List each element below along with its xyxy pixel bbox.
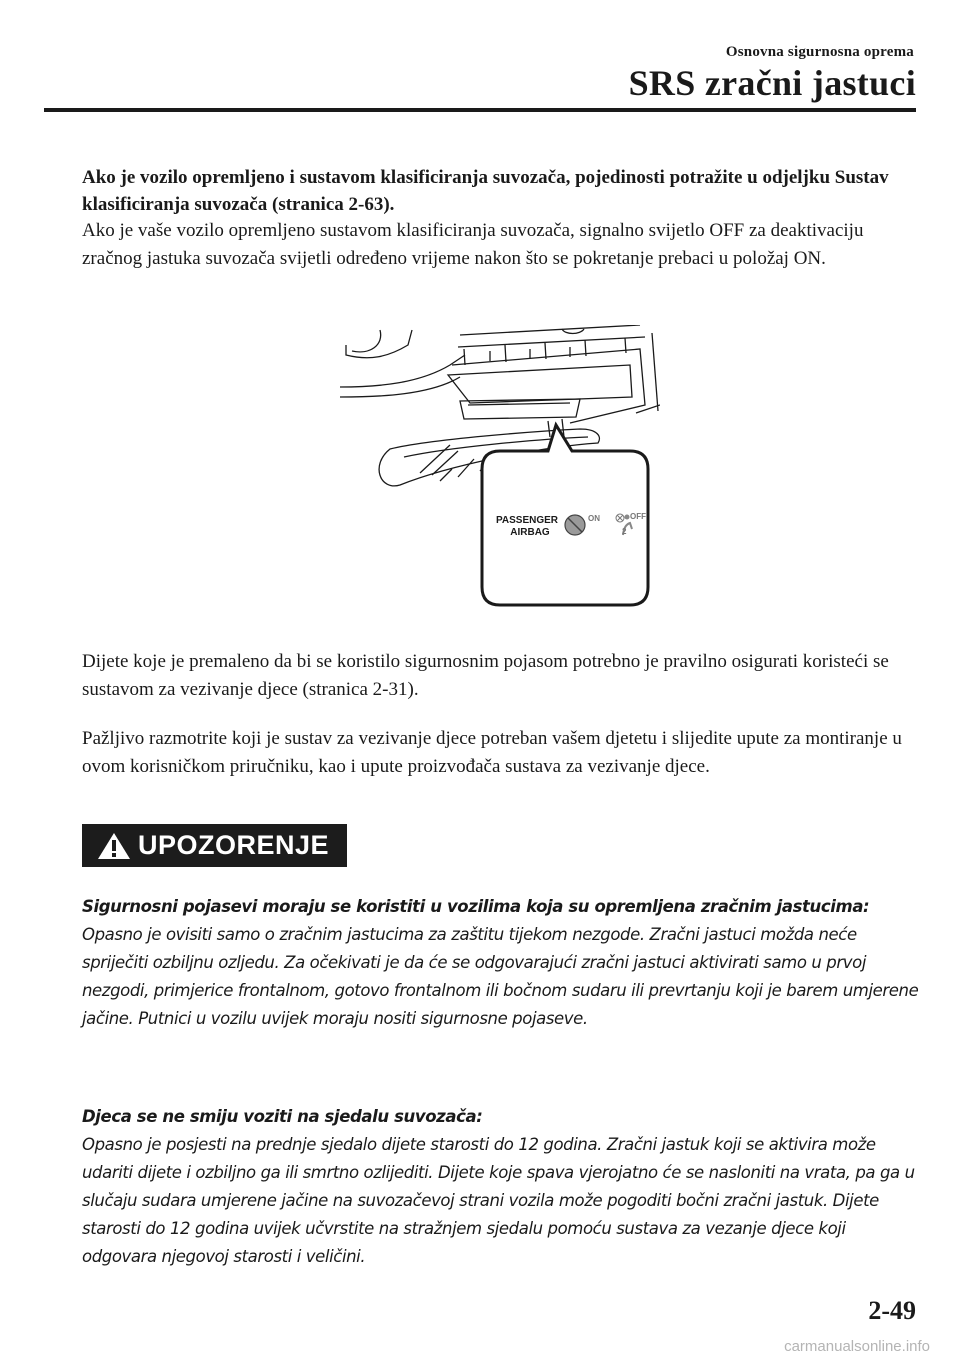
warning-triangle-icon: [96, 831, 132, 861]
warning-item-2: [82, 1103, 922, 1271]
paragraph-2: Dijete koje je premaleno da bi se koristilo sigurnosnim pojasom potrebno je pravilno osigurati koristeći se sustavom za vezivanje djece (stranica 2-31).: [82, 651, 889, 700]
warning-item-1: [82, 893, 922, 1033]
warning-banner: [82, 824, 347, 867]
seat-number: 2: [622, 527, 627, 536]
seat-occupant-icon: [625, 515, 630, 520]
watermark: carmanualsonline.info: [784, 1338, 930, 1355]
section-title: Osnovna sigurnosna oprema: [725, 44, 914, 60]
passenger-label: PASSENGER: [495, 515, 559, 526]
overhead-console-figure: [340, 325, 660, 610]
warning-item-1-body: Opasno je ovisiti samo o zračnim jastucima za zaštitu tijekom nezgode. Zračni jastuci možda neće spriječiti ozbiljnu ozljedu. Za očekivati je da će se odgovarajući zračni jastuci aktivirati samo u prvoj nezgodi, primjerice frontalnom, gotovo frontalnom ili bočnom sudaru ili prevrtanju koji je barem umjerene jačine. Putnici u vozilu uvijek moraju nositi sigurnosne pojaseve.: [82, 925, 919, 1028]
warning-item-2-body: Opasno je posjesti na prednje sjedalo dijete starosti do 12 godina. Zračni jastuk koji se aktivira može udariti dijete i ozbiljno ga ili smrtno ozlijediti. Dijete koje spava vjerojatno će se nasloniti na vrata, pa ga u slučaju sudara umjerene jačine na suvozačevoj strani vozila može pogoditi bočni zračni jastuk. Dijete starosti do 12 godina uvijek učvrstite na stražnjem sjedalu pomoću sustava za vezanje djece koji odgovara njegovoj starosti i veličini.: [82, 1135, 915, 1266]
page-title: SRS zračni jastuci: [628, 63, 916, 103]
airbag-label: AIRBAG: [510, 527, 550, 538]
off-label: OFF: [630, 512, 646, 521]
warning-label: UPOZORENJE: [138, 830, 330, 860]
on-label: ON: [588, 514, 600, 523]
warning-item-1-heading: Sigurnosni pojasevi moraju se koristiti u vozilima koja su opremljena zračnim jastucima:: [82, 897, 870, 916]
paragraph-3: Pažljivo razmotrite koji je sustav za vezivanje djece potreban vašem djetetu i slijedite upute za montiranje u ovom korisničkom priručniku, kao i upute proizvođača sustava za vezivanje djece.: [82, 728, 902, 777]
warning-item-2-heading: Djeca se ne smiju voziti na sjedalu suvozača:: [82, 1107, 483, 1126]
overhead-console-illustration: [340, 325, 660, 610]
header-divider: [44, 108, 916, 112]
paragraph-1: Ako je vaše vozilo opremljeno sustavom klasificiranja suvozača, signalno svijetlo OFF za deaktivaciju zračnog jastuka suvozača svijetli određeno vrijeme nakon što se pokretanje prebaci u položaj ON.: [82, 220, 864, 269]
page-number: 2-49: [868, 1296, 916, 1325]
intro-bold-paragraph: Ako je vozilo opremljeno i sustavom klasificiranja suvozača, pojedinosti potražite u odjeljku Sustav klasificiranja suvozača (stranica 2-63).: [82, 167, 889, 215]
